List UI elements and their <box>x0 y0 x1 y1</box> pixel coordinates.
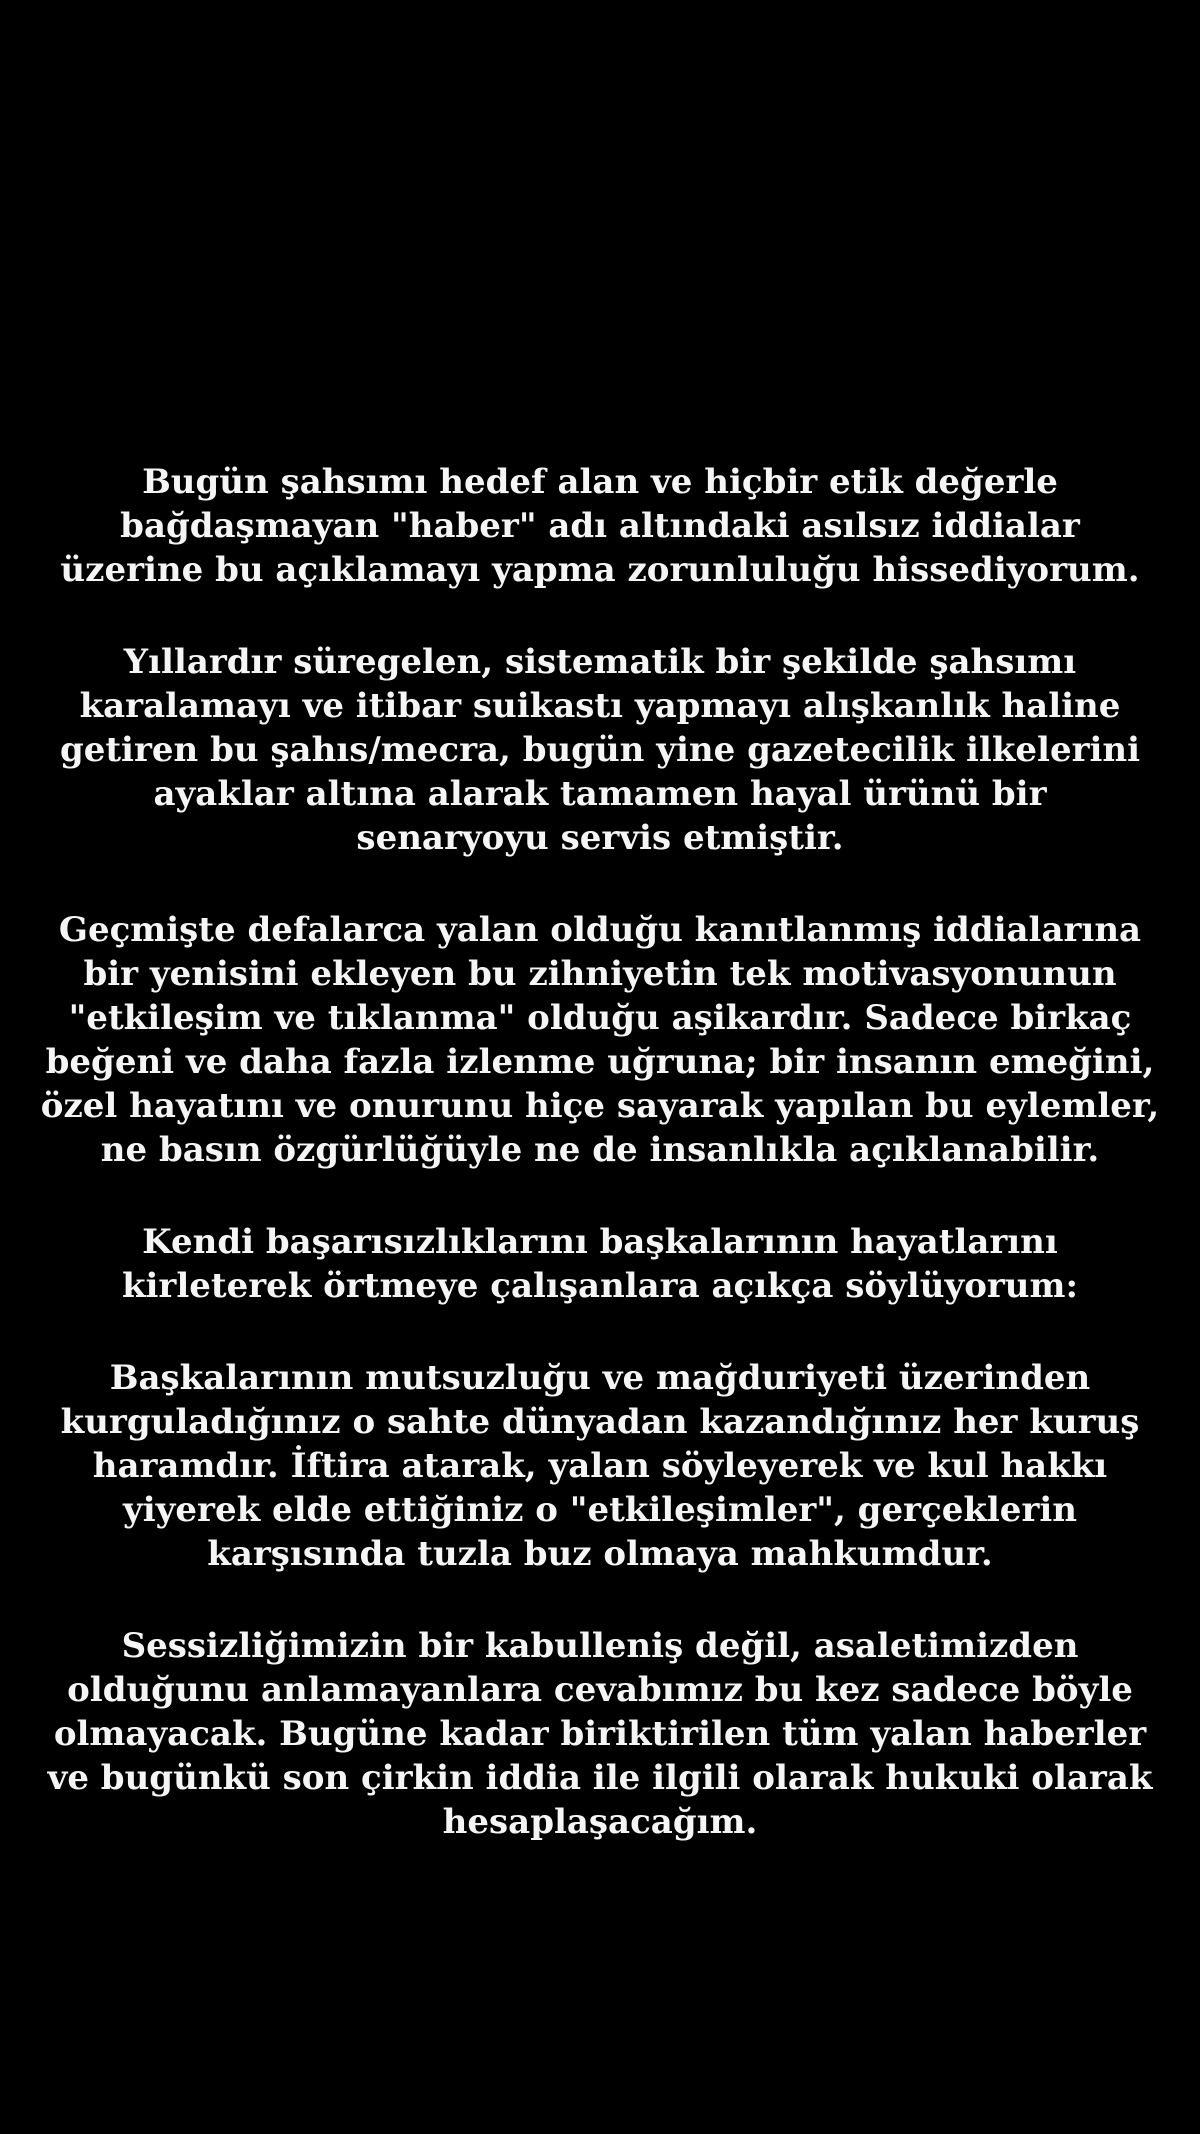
paragraph-1 <box>40 460 1160 592</box>
paragraph-line: ayaklar altına alarak tamamen hayal ürünü bir <box>153 774 1047 814</box>
paragraph-line: getiren bu şahıs/mecra, bugün yine gazetecilik ilkelerini <box>59 730 1141 770</box>
paragraph-line: olmayacak. Bugüne kadar biriktirilen tüm yalan haberler <box>53 1714 1147 1754</box>
paragraph-line: Sessizliğimizin bir kabulleniş değil, asaletimizden <box>121 1626 1079 1666</box>
paragraph-line: ve bugünkü son çirkin iddia ile ilgili olarak hukuki olarak <box>47 1758 1153 1798</box>
paragraph-6 <box>40 1624 1160 1844</box>
paragraph-line: Kendi başarısızlıklarını başkalarının hayatlarını <box>142 1222 1058 1262</box>
paragraph-line: üzerine bu açıklamayı yapma zorunluluğu hissediyorum. <box>60 550 1140 590</box>
paragraph-line: senaryoyu servis etmiştir. <box>356 818 844 858</box>
paragraph-line: bir yenisini ekleyen bu zihniyetin tek motivasyonunun <box>83 954 1117 994</box>
paragraph-line: Yıllardır süregelen, sistematik bir şekilde şahsımı <box>123 642 1077 682</box>
paragraph-line: bağdaşmayan "haber" adı altındaki asılsız iddialar <box>120 506 1080 546</box>
paragraph-line: özel hayatını ve onurunu hiçe sayarak yapılan bu eylemler, <box>40 1086 1160 1126</box>
paragraph-line: Başkalarının mutsuzluğu ve mağduriyeti üzerinden <box>109 1358 1091 1398</box>
paragraph-line: ne basın özgürlüğüyle ne de insanlıkla açıklanabilir. <box>100 1130 1100 1170</box>
paragraph-line: kurguladığınız o sahte dünyadan kazandığınız her kuruş <box>60 1402 1140 1442</box>
paragraph-line: Bugün şahsımı hedef alan ve hiçbir etik değerle <box>142 462 1058 502</box>
paragraph-line: kirleterek örtmeye çalışanlara açıkça söylüyorum: <box>121 1266 1079 1306</box>
paragraph-line: olduğunu anlamayanlara cevabımız bu kez sadece böyle <box>67 1670 1133 1710</box>
paragraph-4 <box>40 1220 1160 1308</box>
paragraph-line: beğeni ve daha fazla izlenme uğruna; bir insanın emeğini, <box>45 1042 1155 1082</box>
statement-text-block <box>0 460 1200 1892</box>
paragraph-line: haramdır. İftira atarak, yalan söyleyerek ve kul hakkı <box>92 1446 1108 1486</box>
paragraph-line: karşısında tuzla buz olmaya mahkumdur. <box>207 1534 993 1574</box>
paragraph-line: "etkileşim ve tıklanma" olduğu aşikardır. Sadece birkaç <box>68 998 1132 1038</box>
paragraph-5 <box>40 1356 1160 1576</box>
paragraph-line: yiyerek elde ettiğiniz o "etkileşimler", gerçeklerin <box>123 1490 1077 1530</box>
paragraph-3 <box>40 908 1160 1172</box>
paragraph-2 <box>40 640 1160 860</box>
paragraph-line: hesaplaşacağım. <box>442 1802 758 1842</box>
paragraph-line: karalamayı ve itibar suikastı yapmayı alışkanlık haline <box>79 686 1121 726</box>
paragraph-line: Geçmişte defalarca yalan olduğu kanıtlanmış iddialarına <box>58 910 1142 950</box>
